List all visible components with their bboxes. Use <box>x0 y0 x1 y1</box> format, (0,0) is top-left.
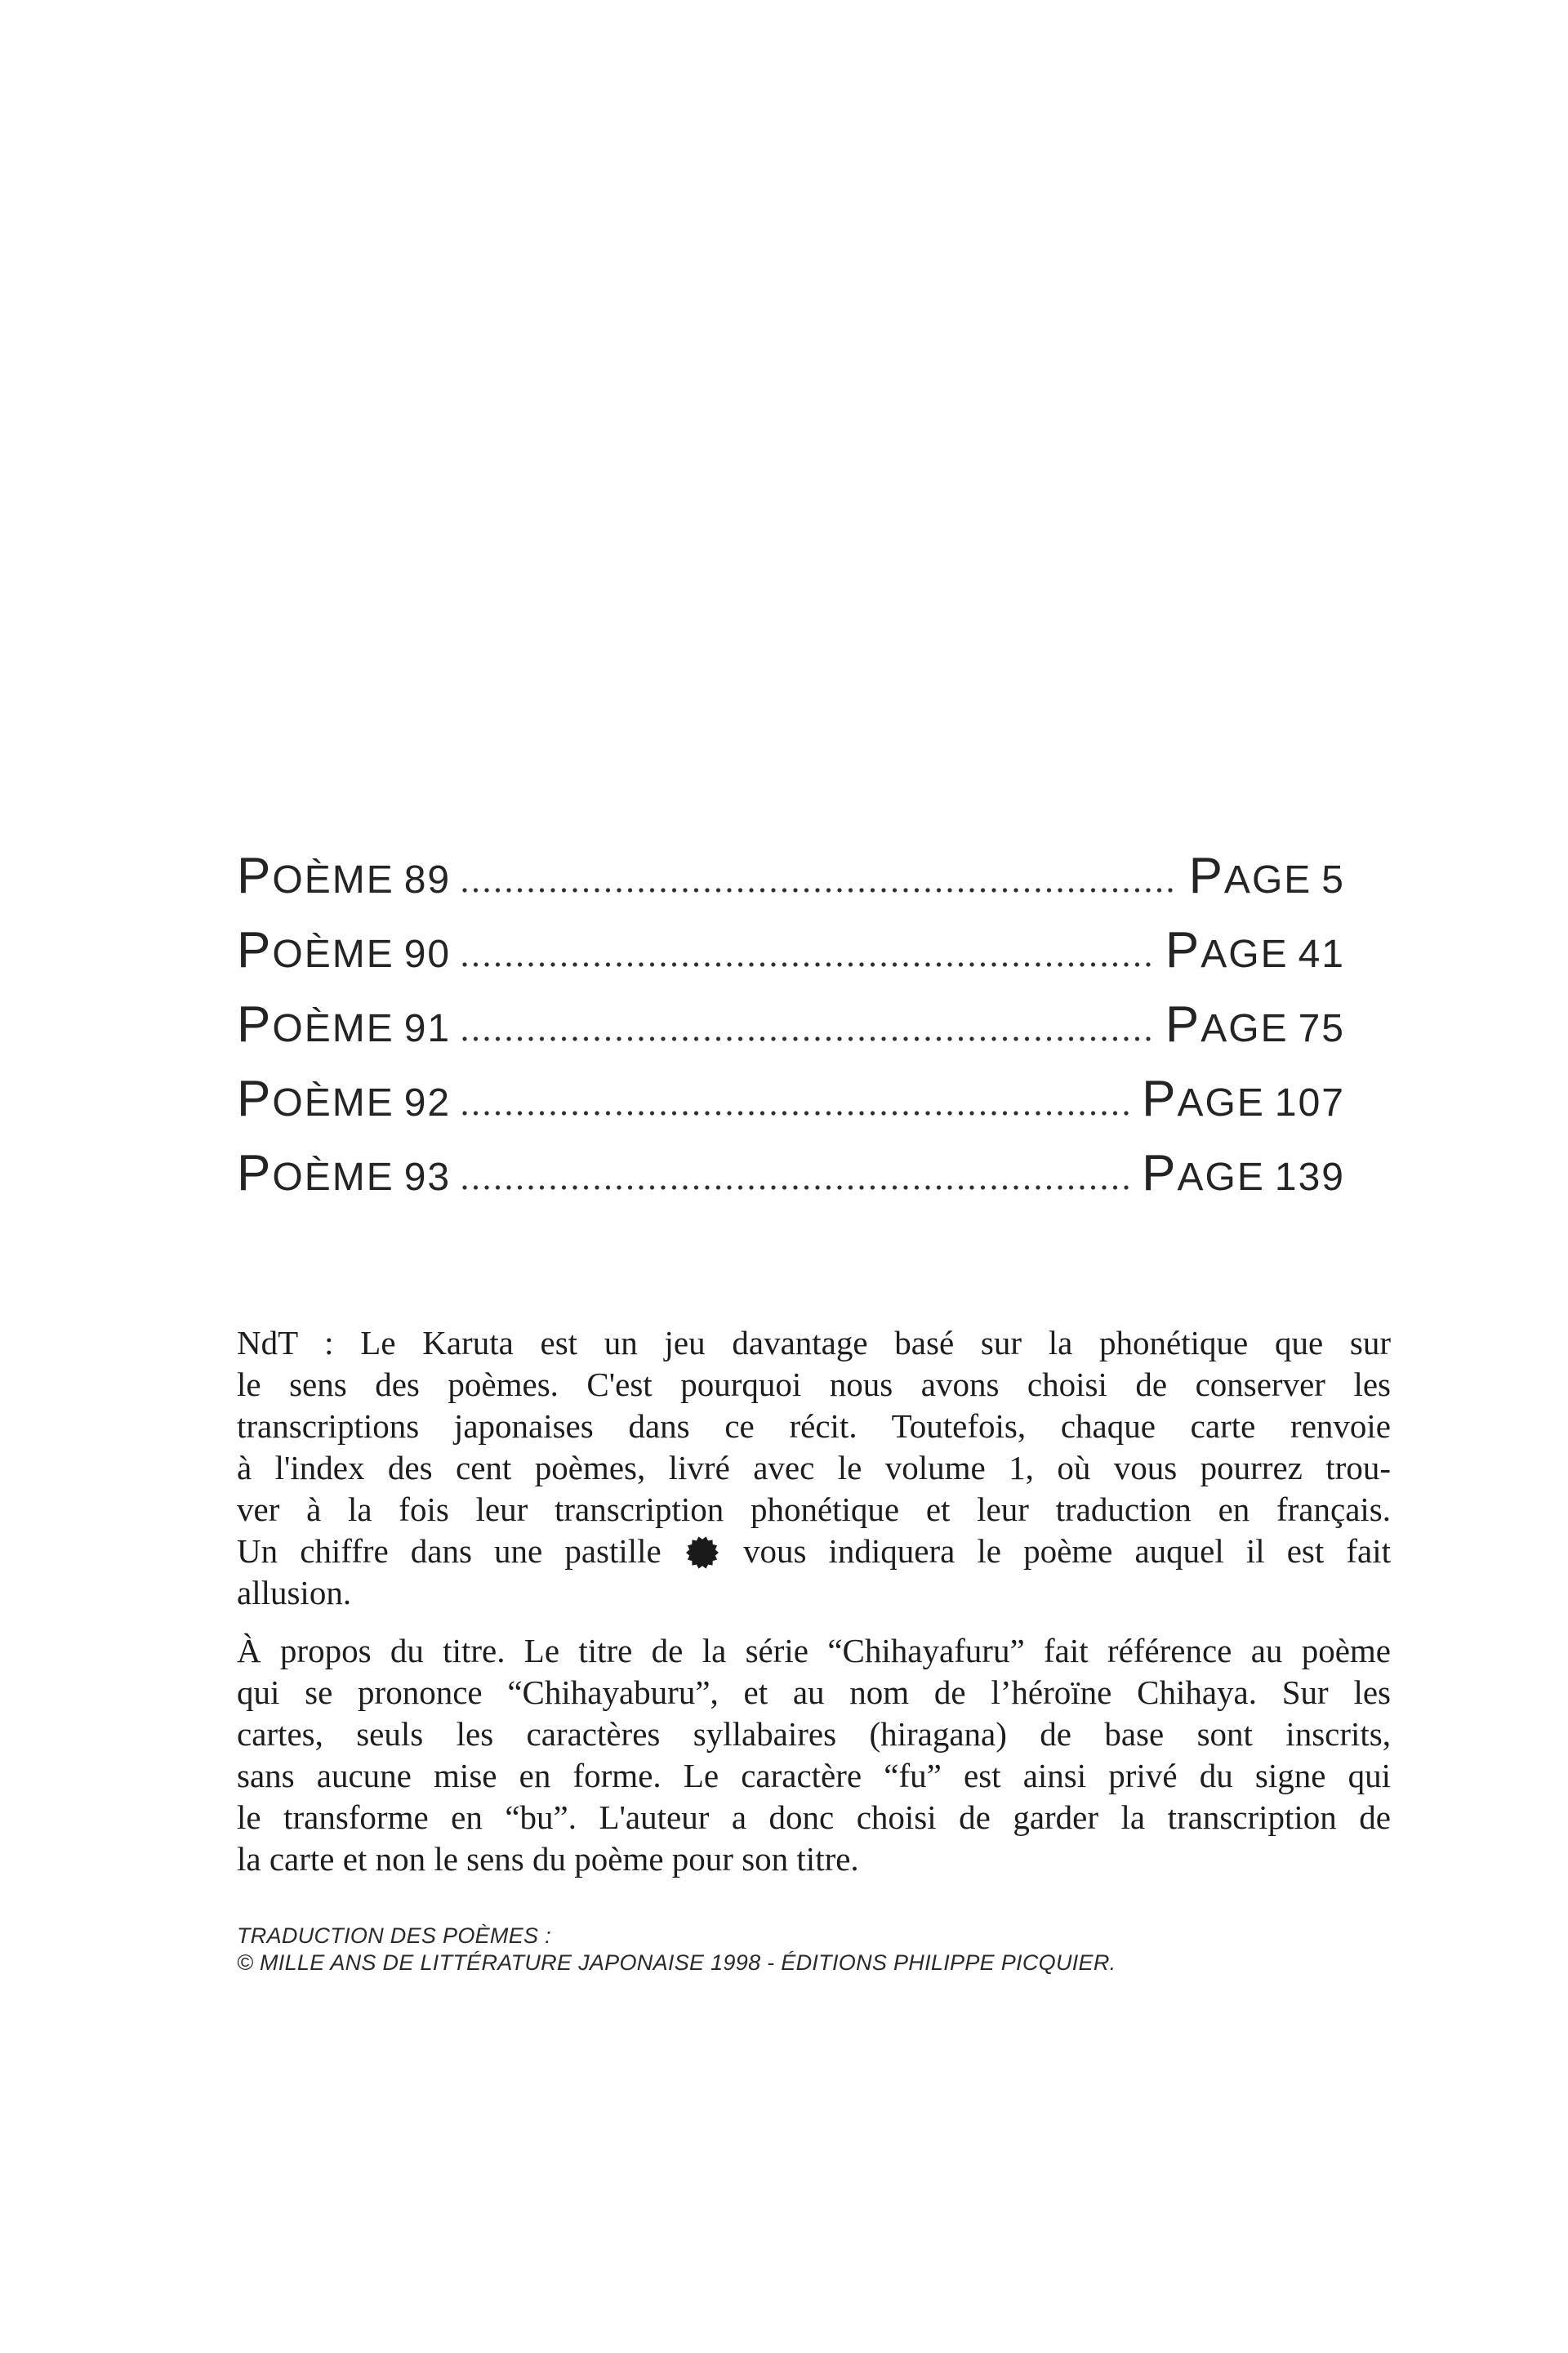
toc-entry-number: 90 <box>403 933 452 976</box>
toc-entry-title <box>237 1145 452 1201</box>
paragraph-line: la carte et non le sens du poème pour son titre. <box>237 1840 859 1878</box>
toc-entry-label: POÈME <box>237 922 394 978</box>
toc-entry-number: 91 <box>403 1007 452 1050</box>
paragraph-line: allusion. <box>237 1574 352 1611</box>
toc-entry <box>237 848 1391 904</box>
toc-entry-label: POÈME <box>237 848 394 904</box>
toc-entry-title <box>237 1071 452 1127</box>
line-text-before-icon: Un chiffre dans une pastille <box>237 1532 662 1570</box>
toc-page-label: PAGE <box>1165 922 1289 978</box>
paragraph-line: ver à la fois leur transcription phonétique et leur traduction en français. <box>237 1491 1391 1528</box>
dotted-leader <box>462 1185 1129 1190</box>
dotted-leader <box>462 1111 1129 1116</box>
toc-page-number: 5 <box>1321 858 1345 902</box>
toc-entry <box>237 922 1391 978</box>
dotted-leader <box>462 888 1175 893</box>
paragraph-line: le sens des poèmes. C'est pourquoi nous avons choisi de conserver les <box>237 1366 1391 1403</box>
toc-page-label: PAGE <box>1188 848 1312 904</box>
toc-entry-page <box>1142 1071 1345 1127</box>
toc-entry <box>237 996 1391 1053</box>
paragraph-line: le transforme en “bu”. L'auteur a donc choisi de garder la transcription de <box>237 1798 1391 1836</box>
toc-entry-number: 93 <box>403 1156 452 1199</box>
toc-entry-title <box>237 848 452 904</box>
toc-page-number: 75 <box>1298 1007 1345 1050</box>
toc-entry-number: 89 <box>403 858 452 902</box>
paragraph-line: cartes, seuls les caractères syllabaires (hiragana) de base sont inscrits, <box>237 1715 1391 1753</box>
translator-note-paragraph <box>237 1322 1391 1614</box>
credits-line: © MILLE ANS DE LITTÉRATURE JAPONAISE 1998 - ÉDITIONS PHILIPPE PICQUIER. <box>237 1950 1116 1975</box>
title-note-paragraph <box>237 1630 1391 1880</box>
toc-entry-title <box>237 922 452 978</box>
dotted-leader <box>462 1036 1152 1041</box>
paragraph-line: À propos du titre. Le titre de la série “Chihayafuru” fait référence au poème <box>237 1632 1391 1669</box>
toc-page-label: PAGE <box>1165 996 1289 1053</box>
paragraph-line: transcriptions japonaises dans ce récit. Toutefois, chaque carte renvoie <box>237 1407 1391 1445</box>
credits-line: TRADUCTION DES POÈMES : <box>237 1923 551 1948</box>
toc-page-number: 107 <box>1274 1081 1345 1125</box>
pastille-starburst-icon <box>685 1535 719 1570</box>
toc-entry-title <box>237 996 452 1053</box>
toc-entry-page <box>1188 848 1345 904</box>
toc-entry-page <box>1165 922 1345 978</box>
table-of-contents <box>237 0 1391 1199</box>
translation-credits <box>237 1923 1391 1976</box>
toc-entry-page <box>1165 996 1345 1053</box>
toc-entry-label: POÈME <box>237 996 394 1053</box>
paragraph-line: NdT : Le Karuta est un jeu davantage basé sur la phonétique que sur <box>237 1324 1391 1361</box>
toc-entry <box>237 1071 1391 1127</box>
toc-entry <box>237 1145 1391 1201</box>
paragraph-line: sans aucune mise en forme. Le caractère “fu” est ainsi privé du signe qui <box>237 1757 1391 1794</box>
paragraph-line: à l'index des cent poèmes, livré avec le volume 1, où vous pourrez trou- <box>237 1449 1391 1486</box>
toc-page-label: PAGE <box>1142 1071 1265 1127</box>
paragraph-line: qui se prononce “Chihayaburu”, et au nom de l’héroïne Chihaya. Sur les <box>237 1673 1391 1711</box>
toc-entry-label: POÈME <box>237 1145 394 1201</box>
paragraph-line-with-icon <box>237 1531 1391 1572</box>
page-content <box>237 0 1391 1976</box>
line-text-after-icon: vous indiquera le poème auquel il est fait <box>742 1532 1391 1570</box>
toc-entry-page <box>1142 1145 1345 1201</box>
toc-page-label: PAGE <box>1142 1145 1265 1201</box>
toc-page-number: 139 <box>1274 1156 1345 1199</box>
toc-entry-number: 92 <box>403 1081 452 1125</box>
dotted-leader <box>462 962 1152 967</box>
toc-entry-label: POÈME <box>237 1071 394 1127</box>
toc-page-number: 41 <box>1298 933 1345 976</box>
